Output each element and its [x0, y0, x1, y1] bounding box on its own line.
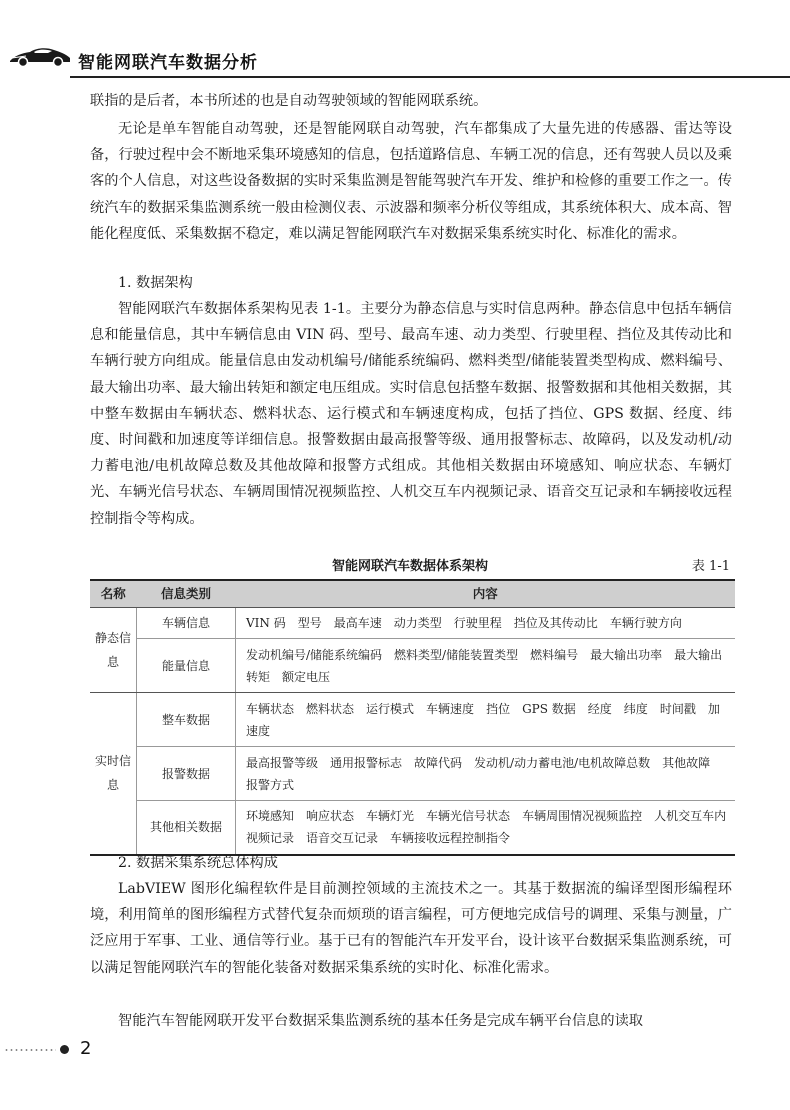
- content-item: 车辆行驶方向: [609, 616, 682, 630]
- table-row: [90, 693, 735, 747]
- paragraph-4: LabVIEW 图形化编程软件是目前测控领域的主流技术之一。其基于数据流的编译型图形编程环境，利用简单的图形编程方式替代复杂而烦琐的语言编程，可方便地完成信号的调理、采集与测量，广泛应用于军事、工业、通信等行业。基于已有的智能汽车开发平台，设计该平台数据采集监测系统，可以满足智能网联汽车的智能化装备对数据采集系统的实时化、标准化需求。: [90, 881, 732, 976]
- row-content: [236, 639, 736, 693]
- content-item: 最大输出功率: [590, 647, 663, 662]
- row-content: [236, 608, 736, 639]
- table-caption: [90, 553, 730, 575]
- content-item: 故障代码: [414, 755, 463, 770]
- content-item: 语音交互记录: [306, 831, 379, 846]
- paragraph-5: 智能汽车智能网联开发平台数据采集监测系统的基本任务是完成车辆平台信息的读取: [118, 1013, 643, 1029]
- content-item: 行驶里程: [453, 616, 502, 630]
- row-category: 报警数据: [137, 747, 236, 801]
- content-item: 车辆光信号状态: [426, 809, 511, 824]
- content-item: 额定电压: [282, 669, 331, 684]
- content-item: 型号: [297, 616, 322, 630]
- content-item: 燃料类型/储能装置类型: [394, 647, 519, 662]
- page-number: 2: [80, 1038, 92, 1059]
- content-item: 最高报警等级: [246, 755, 319, 770]
- page-footer: [0, 1030, 790, 1070]
- content-item: 经度: [587, 701, 612, 716]
- table-title: 智能网联汽车数据体系架构: [331, 559, 488, 574]
- data-architecture-table: [90, 579, 735, 856]
- content-item: 挡位及其传动比: [513, 616, 598, 630]
- table-row: [90, 639, 735, 693]
- page-bullet-icon: [60, 1045, 69, 1054]
- content-item: 发动机编号/储能系统编码: [246, 647, 383, 662]
- content-item: 燃料编号: [530, 647, 579, 662]
- content-item: VIN 码: [246, 616, 286, 630]
- section-heading-2: 2. 数据采集系统总体构成: [118, 855, 278, 871]
- content-item: 最大输出转矩: [246, 647, 723, 684]
- row-content: [236, 693, 736, 747]
- content-item: GPS 数据: [522, 701, 576, 716]
- content-item: 动力类型: [393, 616, 442, 630]
- paragraph-2: 无论是单车智能自动驾驶，还是智能网联自动驾驶，汽车都集成了大量先进的传感器、雷达等设备，行驶过程中会不断地采集环境感知的信息，包括道路信息、车辆工况的信息，还有驾驶人员以及乘客的个人信息，对这些设备数据的实时采集监测是智能驾驶汽车开发、维护和检修的重要工作之一。传统汽车的数据采集监测系统一般由检测仪表、示波器和频率分析仪等组成，其系统体积大、成本高、智能化程度低、采集数据不稳定，难以满足智能网联汽车对数据采集系统实时化、标准化的需求。: [90, 121, 732, 242]
- sports-car-icon: [8, 44, 72, 68]
- content-item: 挡位: [486, 701, 511, 716]
- group-name-realtime: 实时信息: [90, 693, 137, 855]
- paragraph-3: 智能网联汽车数据体系架构见表 1-1。主要分为静态信息与实时信息两种。静态信息中包括车辆信息和能量信息，其中车辆信息由 VIN 码、型号、最高车速、动力类型、行驶里程、挡位及其传动比和车辆行驶方向组成。能量信息由发动机编号/储能系统编码、燃料类型/储能装置类型构成、燃料编号、最大输出功率、最大输出转矩和额定电压组成。实时信息包括整车数据、报警数据和其他相关数据，其中整车数据由车辆状态、燃料状态、运行模式和车辆速度构成，包括了挡位、GPS 数据、经度、纬度、时间戳和加速度等详细信息。报警数据由最高报警等级、通用报警标志、故障码，以及发动机/动力蓄电池/电机故障总数及其他故障和报警方式组成。其他相关数据由环境感知、响应状态、车辆灯光、车辆光信号状态、车辆周围情况视频监控、人机交互车内视频记录、语音交互记录和车辆接收远程控制指令等构成。: [90, 301, 732, 527]
- content-item: 燃料状态: [306, 701, 355, 716]
- content-item: 车辆灯光: [366, 809, 415, 824]
- content-item: 通用报警标志: [330, 755, 403, 770]
- row-category: 整车数据: [137, 693, 236, 747]
- content-item: 纬度: [623, 701, 648, 716]
- table-row: [90, 801, 735, 855]
- row-category: 车辆信息: [137, 608, 236, 639]
- header-content: 内容: [236, 580, 736, 608]
- row-content: [236, 747, 736, 801]
- content-item: 车辆接收远程控制指令: [390, 831, 511, 846]
- content-item: 响应状态: [306, 809, 355, 824]
- group-name-static: 静态信息: [90, 608, 137, 693]
- table-row: [90, 608, 735, 639]
- row-category: 能量信息: [137, 639, 236, 693]
- content-item: 发动机/动力蓄电池/电机故障总数: [474, 755, 651, 770]
- content-item: 加速度: [246, 701, 720, 738]
- content-item: 最高车速: [333, 616, 382, 630]
- header-rule: [70, 76, 790, 78]
- section-heading-1: 1. 数据架构: [118, 275, 193, 291]
- content-item: 车辆周围情况视频监控: [522, 809, 643, 824]
- row-category: 其他相关数据: [137, 801, 236, 855]
- page-header: [0, 0, 790, 80]
- content-item: 环境感知: [246, 809, 295, 824]
- content-item: 车辆速度: [426, 701, 475, 716]
- content-item: 运行模式: [366, 701, 415, 716]
- paragraph-1: 联指的是后者，本书所述的也是自动驾驶领域的智能网联系统。: [90, 93, 488, 109]
- book-title: 智能网联汽车数据分析: [78, 53, 258, 73]
- header-category: 信息类别: [137, 580, 236, 608]
- header-name: 名称: [90, 580, 137, 608]
- table-row: [90, 747, 735, 801]
- row-content: [236, 801, 736, 855]
- dotted-rule: [4, 1049, 56, 1051]
- content-item: 车辆状态: [246, 701, 295, 716]
- table-number: 表 1-1: [691, 559, 730, 574]
- content-item: 报警方式: [246, 777, 295, 792]
- content-item: 其他故障: [662, 755, 711, 770]
- content-item: 时间戳: [659, 701, 696, 716]
- content-item: 人机交互车内视频记录: [246, 809, 727, 846]
- table-header-row: [90, 580, 735, 608]
